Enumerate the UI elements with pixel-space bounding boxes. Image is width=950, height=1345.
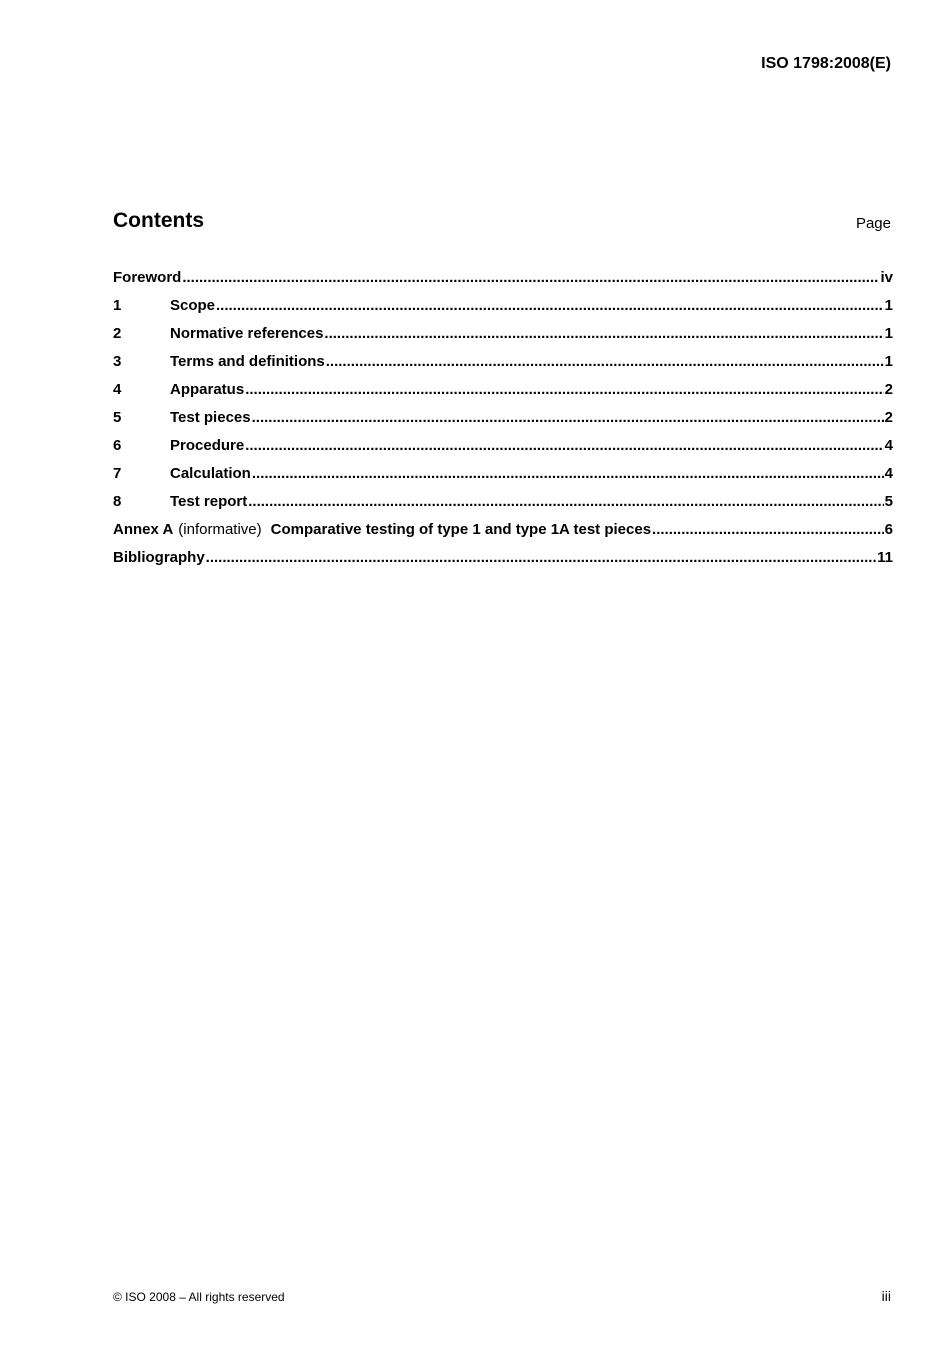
- toc-entry-page: 2: [884, 381, 893, 398]
- dot-leader: [245, 379, 883, 401]
- toc-entry-title: Normative references: [170, 325, 324, 342]
- dot-leader: [248, 491, 883, 513]
- dot-leader: [245, 435, 883, 457]
- toc-entry-number: 5: [113, 409, 122, 426]
- toc-entry-annex-a[interactable]: [113, 519, 893, 547]
- toc-entry-number: 4: [113, 381, 122, 398]
- toc-entry-page: 1: [884, 297, 893, 314]
- table-of-contents: [113, 267, 893, 575]
- toc-entry-title: Test pieces: [170, 409, 251, 426]
- dot-leader: [252, 407, 884, 429]
- toc-entry-test-report[interactable]: [113, 491, 893, 519]
- annex-label: Annex A: [113, 521, 174, 538]
- toc-entry-title: Calculation: [170, 465, 251, 482]
- toc-entry-number: 6: [113, 437, 122, 454]
- toc-entry-page: 2: [884, 409, 893, 426]
- toc-entry-number: 7: [113, 465, 122, 482]
- dot-leader: [182, 267, 879, 289]
- contents-heading: Contents: [113, 209, 204, 232]
- toc-entry-title: Scope: [170, 297, 216, 314]
- toc-entry-title: Terms and definitions: [170, 353, 325, 370]
- page-number: iii: [881, 1288, 891, 1304]
- dot-leader: [324, 323, 883, 345]
- toc-entry-page: 5: [884, 493, 893, 510]
- toc-entry-terms-and-definitions[interactable]: [113, 351, 893, 379]
- dot-leader: [252, 463, 884, 485]
- toc-entry-foreword[interactable]: [113, 267, 893, 295]
- toc-entry-title: Bibliography: [113, 549, 205, 566]
- toc-entry-page: 4: [884, 465, 893, 482]
- toc-entry-apparatus[interactable]: [113, 379, 893, 407]
- toc-entry-title: Procedure: [170, 437, 245, 454]
- dot-leader: [326, 351, 884, 373]
- dot-leader: [216, 295, 884, 317]
- toc-entry-number: 3: [113, 353, 122, 370]
- toc-entry-procedure[interactable]: [113, 435, 893, 463]
- toc-entry-test-pieces[interactable]: [113, 407, 893, 435]
- toc-entry-bibliography[interactable]: [113, 547, 893, 575]
- annex-qualifier: (informative): [178, 521, 262, 538]
- toc-entry-title: Apparatus: [170, 381, 245, 398]
- toc-entry-page: 1: [884, 353, 893, 370]
- toc-entry-number: 2: [113, 325, 122, 342]
- document-id: ISO 1798:2008(E): [761, 55, 891, 72]
- toc-entry-title: Test report: [170, 493, 248, 510]
- toc-entry-page: 4: [884, 437, 893, 454]
- copyright-notice: © ISO 2008 – All rights reserved: [113, 1290, 285, 1304]
- toc-entry-title: Foreword: [113, 269, 182, 286]
- annex-title: Comparative testing of type 1 and type 1A test pieces: [270, 521, 652, 538]
- dot-leader: [206, 547, 876, 569]
- toc-entry-page: 6: [884, 521, 893, 538]
- toc-entry-page: 1: [884, 325, 893, 342]
- toc-entry-number: 1: [113, 297, 122, 314]
- toc-entry-page: iv: [880, 269, 893, 286]
- toc-entry-scope[interactable]: [113, 295, 893, 323]
- page-column-label: Page: [855, 215, 891, 232]
- toc-entry-page: 11: [877, 549, 893, 566]
- toc-entry-number: 8: [113, 493, 122, 510]
- dot-leader: [652, 519, 884, 541]
- toc-entry-calculation[interactable]: [113, 463, 893, 491]
- toc-entry-normative-references[interactable]: [113, 323, 893, 351]
